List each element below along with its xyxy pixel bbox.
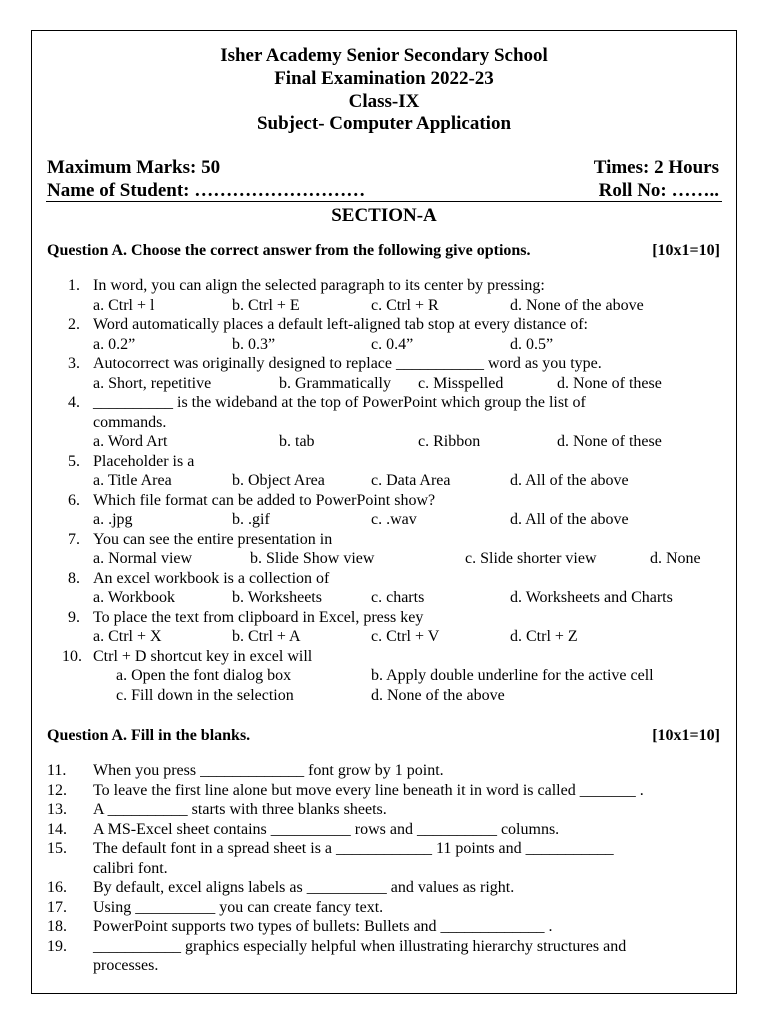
blank-number: 14. — [47, 820, 67, 838]
option-b: b. Object Area — [232, 472, 325, 489]
question-text: Ctrl + D shortcut key in excel will — [93, 647, 313, 665]
option-d: d. None of the above — [371, 686, 505, 704]
blank-number: 18. — [47, 918, 67, 935]
option-a: a. Ctrl + l — [93, 296, 155, 314]
blank-number: 13. — [47, 801, 67, 818]
question-text: Word automatically places a default left-aligned tab stop at every distance of: — [93, 316, 588, 333]
option-a: a. Short, repetitive — [93, 374, 212, 392]
question-text: In word, you can align the selected paragraph to its center by pressing: — [93, 277, 545, 294]
class-label: Class-IX — [348, 91, 420, 112]
question-number: 6. — [68, 491, 80, 509]
option-a: a. Word Art — [93, 433, 168, 450]
option-d: d. 0.5” — [510, 335, 554, 353]
question-text-continued: commands. — [93, 413, 167, 431]
blank-number: 12. — [47, 781, 67, 799]
blank-text: The default font in a spread sheet is a ____________ 11 points and ___________ — [93, 840, 614, 857]
blank-text: ___________ graphics especially helpful when illustrating hierarchy structures and — [93, 937, 627, 955]
blank-text: PowerPoint supports two types of bullets: Bullets and _____________ . — [93, 918, 553, 935]
blank-number: 15. — [47, 840, 67, 857]
question-number: 1. — [68, 277, 80, 294]
blank-number: 11. — [47, 762, 67, 779]
question-number: 9. — [68, 608, 80, 626]
time-allowed: Times: 2 Hours — [593, 157, 719, 178]
fill-marks: [10x1=10] — [652, 727, 720, 744]
option-b: b. tab — [279, 433, 315, 450]
option-d: d. None of these — [557, 374, 662, 392]
question-number: 10. — [62, 647, 82, 665]
blank-text: When you press _____________ font grow by 1 point. — [93, 762, 444, 779]
mcq-marks: [10x1=10] — [652, 242, 720, 259]
question-number: 4. — [68, 394, 80, 411]
question-number: 5. — [68, 452, 80, 470]
blank-number: 17. — [47, 898, 67, 916]
question-text: Which file format can be added to PowerPoint show? — [93, 491, 436, 509]
option-c: c. .wav — [371, 511, 417, 528]
subject-label: Subject- Computer Application — [256, 113, 512, 134]
blank-number: 16. — [47, 879, 67, 896]
question-text: An excel workbook is a collection of — [93, 569, 330, 587]
option-b: b. Grammatically — [279, 374, 391, 392]
blank-text: To leave the first line alone but move every line beneath it in word is called _______ . — [93, 781, 644, 799]
fill-instruction: Question A. Fill in the blanks. — [47, 727, 251, 744]
option-c: c. Data Area — [371, 472, 451, 489]
option-a: a. Open the font dialog box — [116, 667, 292, 684]
exam-title: Final Examination 2022-23 — [274, 68, 494, 89]
question-text: __________ is the wideband at the top of PowerPoint which group the list of — [93, 394, 586, 411]
option-b: b. Ctrl + A — [232, 628, 301, 645]
mcq-instruction: Question A. Choose the correct answer from the following give options. — [47, 242, 531, 259]
blank-text: A MS-Excel sheet contains __________ rows and __________ columns. — [93, 820, 560, 838]
option-b: b. Worksheets — [232, 589, 322, 606]
option-b: b. 0.3” — [232, 335, 276, 353]
option-a: a. Title Area — [93, 472, 172, 489]
question-number: 8. — [68, 569, 80, 587]
option-d: d. None of these — [557, 433, 662, 450]
blank-text: A __________ starts with three blanks sheets. — [93, 801, 387, 818]
option-a: a. 0.2” — [93, 335, 136, 353]
question-text: Autocorrect was originally designed to replace ___________ word as you type. — [93, 355, 602, 372]
option-c: c. charts — [371, 589, 425, 606]
option-d: d. None — [650, 550, 701, 567]
option-c: c. Fill down in the selection — [116, 686, 294, 704]
option-a: a. Workbook — [93, 589, 175, 606]
roll-no-field: Roll No: …….. — [598, 180, 719, 201]
option-a: a. .jpg — [93, 511, 133, 528]
blank-text-continued: processes. — [93, 957, 159, 974]
option-b: b. Ctrl + E — [232, 296, 300, 314]
option-a: a. Ctrl + X — [93, 628, 162, 645]
question-text: You can see the entire presentation in — [93, 530, 333, 548]
option-c: c. Ribbon — [418, 433, 481, 450]
option-c: c. Ctrl + R — [371, 296, 439, 314]
option-a: a. Normal view — [93, 550, 193, 567]
option-c: c. Slide shorter view — [465, 550, 597, 567]
question-number: 3. — [68, 355, 80, 372]
blank-text: By default, excel aligns labels as __________ and values as right. — [93, 879, 515, 896]
header-divider — [46, 201, 722, 202]
question-text: Placeholder is a — [93, 452, 195, 470]
option-d: d. Worksheets and Charts — [510, 589, 673, 606]
option-c: c. 0.4” — [371, 335, 414, 353]
question-number: 7. — [68, 530, 80, 548]
question-number: 2. — [68, 316, 80, 333]
blank-text: Using __________ you can create fancy text. — [93, 898, 384, 916]
blank-text-continued: calibri font. — [93, 859, 168, 877]
option-b: b. Slide Show view — [250, 550, 375, 567]
option-d: d. Ctrl + Z — [510, 628, 578, 645]
school-name: Isher Academy Senior Secondary School — [220, 45, 548, 66]
option-b: b. .gif — [232, 511, 270, 528]
option-c: c. Misspelled — [418, 374, 504, 392]
option-c: c. Ctrl + V — [371, 628, 440, 645]
option-d: d. All of the above — [510, 511, 629, 528]
option-b: b. Apply double underline for the active cell — [371, 667, 654, 684]
student-name-field: Name of Student: ……………………… — [47, 180, 366, 201]
option-d: d. All of the above — [510, 472, 629, 489]
section-title: SECTION-A — [331, 205, 437, 226]
question-text: To place the text from clipboard in Excel, press key — [93, 608, 424, 626]
blank-number: 19. — [47, 937, 67, 955]
max-marks: Maximum Marks: 50 — [47, 157, 221, 178]
option-d: d. None of the above — [510, 296, 644, 314]
